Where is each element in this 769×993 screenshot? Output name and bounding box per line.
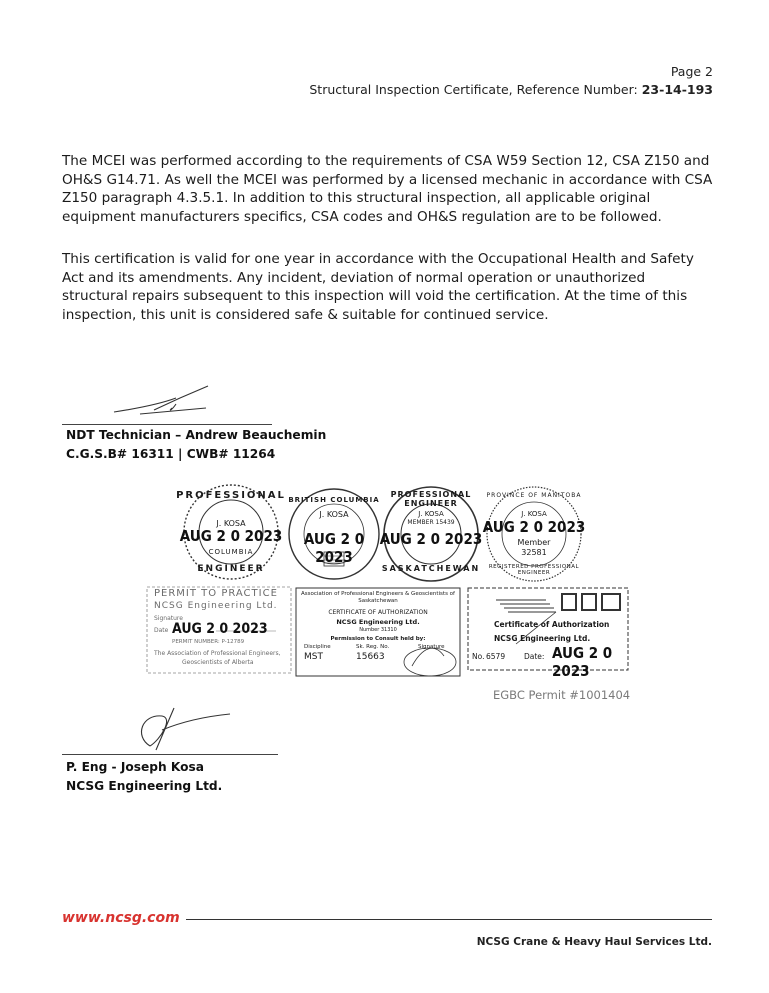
seal-saskatchewan: [379, 484, 483, 584]
permit-company: NCSG Engineering Ltd.: [154, 601, 278, 611]
mcei-paragraph: The MCEI was performed according to the requirements of CSA W59 Section 12, CSA Z150 and OH&S G14.71. As well the MCEI was performed by a licensed mechanic in accordance with CSA Z150 paragraph 4.3.5.1. In addition to this structural inspection, all applicable original equipment manufacturers specifics, CSA codes and OH&S regulation are to be followed.: [62, 153, 713, 225]
sask-permission: Permission to Consult held by:: [330, 636, 426, 642]
permit-title: PERMIT TO PRACTICE: [154, 588, 278, 599]
seal4-member-number: 32581: [521, 548, 547, 557]
seal1-province: COLUMBIA: [208, 548, 254, 556]
sask-cert-title: CERTIFICATE OF AUTHORIZATION: [328, 609, 428, 616]
reference-prefix: Structural Inspection Certificate, Reference Number:: [309, 82, 642, 97]
seal3-name: J. KOSA: [418, 510, 444, 518]
sask-reg-label: Sk. Reg. No.: [356, 644, 390, 650]
seal3-bottom-text: SASKATCHEWAN: [381, 564, 481, 573]
seal4-bottom-text: REGISTERED PROFESSIONAL ENGINEER: [488, 564, 580, 576]
seal4-name: J. KOSA: [521, 510, 547, 518]
ndt-signature: [110, 384, 220, 418]
permit-association: The Association of Professional Engineers,: [154, 650, 281, 657]
permit-date: AUG 2 0 2023: [172, 621, 268, 637]
page-number: Page 2: [670, 64, 713, 79]
mb-no: 6579: [486, 652, 506, 661]
seal2-date: AUG 2 0 2023: [303, 530, 365, 566]
ndt-signature-line: [62, 424, 272, 425]
manitoba-certificate-stamp: [466, 584, 630, 680]
engineer-name: P. Eng - Joseph Kosa: [66, 760, 204, 774]
seal3-top-text: PROFESSIONAL ENGINEER: [390, 490, 472, 508]
mb-date: AUG 2 0 2023: [552, 644, 613, 680]
permit-association-2: Geoscientists of Alberta: [182, 659, 254, 666]
mb-company: NCSG Engineering Ltd.: [494, 634, 591, 643]
mb-date-label: Date:: [524, 652, 545, 661]
seal1-top-text: PROFESSIONAL: [176, 490, 286, 501]
sask-reg-value: 15663: [356, 652, 385, 662]
engineer-company: NCSG Engineering Ltd.: [66, 779, 223, 793]
permit-date-label: Date: [154, 627, 169, 634]
seal4-member-label: Member: [517, 538, 551, 547]
seal-bc-crest: [286, 486, 382, 582]
sask-discipline-label: Discipline: [304, 644, 331, 650]
sask-number: Number 31310: [359, 627, 397, 633]
mb-cert-title: Certificate of Authorization: [494, 620, 610, 629]
seal1-date: AUG 2 0 2023: [179, 527, 283, 545]
permit-number: PERMIT NUMBER: P-12789: [172, 639, 245, 645]
saskatchewan-certificate-stamp: [294, 586, 462, 678]
seal3-member: MEMBER 15439: [407, 519, 455, 526]
footer-rule: [186, 919, 712, 920]
footer-website-link[interactable]: www.ncsg.com: [62, 910, 180, 926]
ndt-technician-ids: C.G.S.B# 16311 | CWB# 11264: [66, 447, 276, 461]
permit-signature-label: Signature: [154, 615, 183, 622]
reference-number: 23-14-193: [641, 82, 713, 97]
mb-no-label: No.: [472, 652, 485, 661]
seal-manitoba: [482, 484, 586, 584]
seal2-top-text: BRITISH COLUMBIA: [288, 496, 380, 504]
engineer-signature-line: [62, 754, 278, 755]
sask-signature-label: Signature: [418, 644, 445, 650]
seal3-date: AUG 2 0 2023: [379, 530, 483, 548]
seal4-date: AUG 2 0 2023: [482, 518, 586, 536]
ndt-technician-name: NDT Technician – Andrew Beauchemin: [66, 428, 327, 442]
footer-company: NCSG Crane & Heavy Haul Services Ltd.: [476, 936, 712, 948]
permit-to-practice-stamp: [146, 584, 292, 676]
certification-paragraph: This certification is valid for one year in accordance with the Occupational Health and Safety Act and its amendments. Any incident, deviation of normal operation or unauthorized structural repairs subsequent to this inspection will void the certification. At the time of this inspection, this unit is considered safe & suitable for continued service.: [62, 251, 694, 323]
sask-discipline-value: MST: [304, 652, 323, 662]
seal1-name: J. KOSA: [216, 519, 246, 528]
seal2-name: J. KOSA: [319, 510, 349, 519]
seal1-bottom-text: ENGINEER: [197, 564, 265, 574]
seal4-top-text: PROVINCE OF MANITOBA: [486, 492, 582, 499]
egbc-permit: EGBC Permit #1001404: [493, 688, 631, 702]
sask-company: NCSG Engineering Ltd.: [336, 618, 420, 626]
seal-bc-professional-engineer: [175, 482, 287, 582]
sask-association: Association of Professional Engineers & Geoscientists of Saskatchewan: [301, 591, 455, 604]
engineer-signature: [130, 706, 240, 752]
reference-line: [309, 82, 713, 97]
